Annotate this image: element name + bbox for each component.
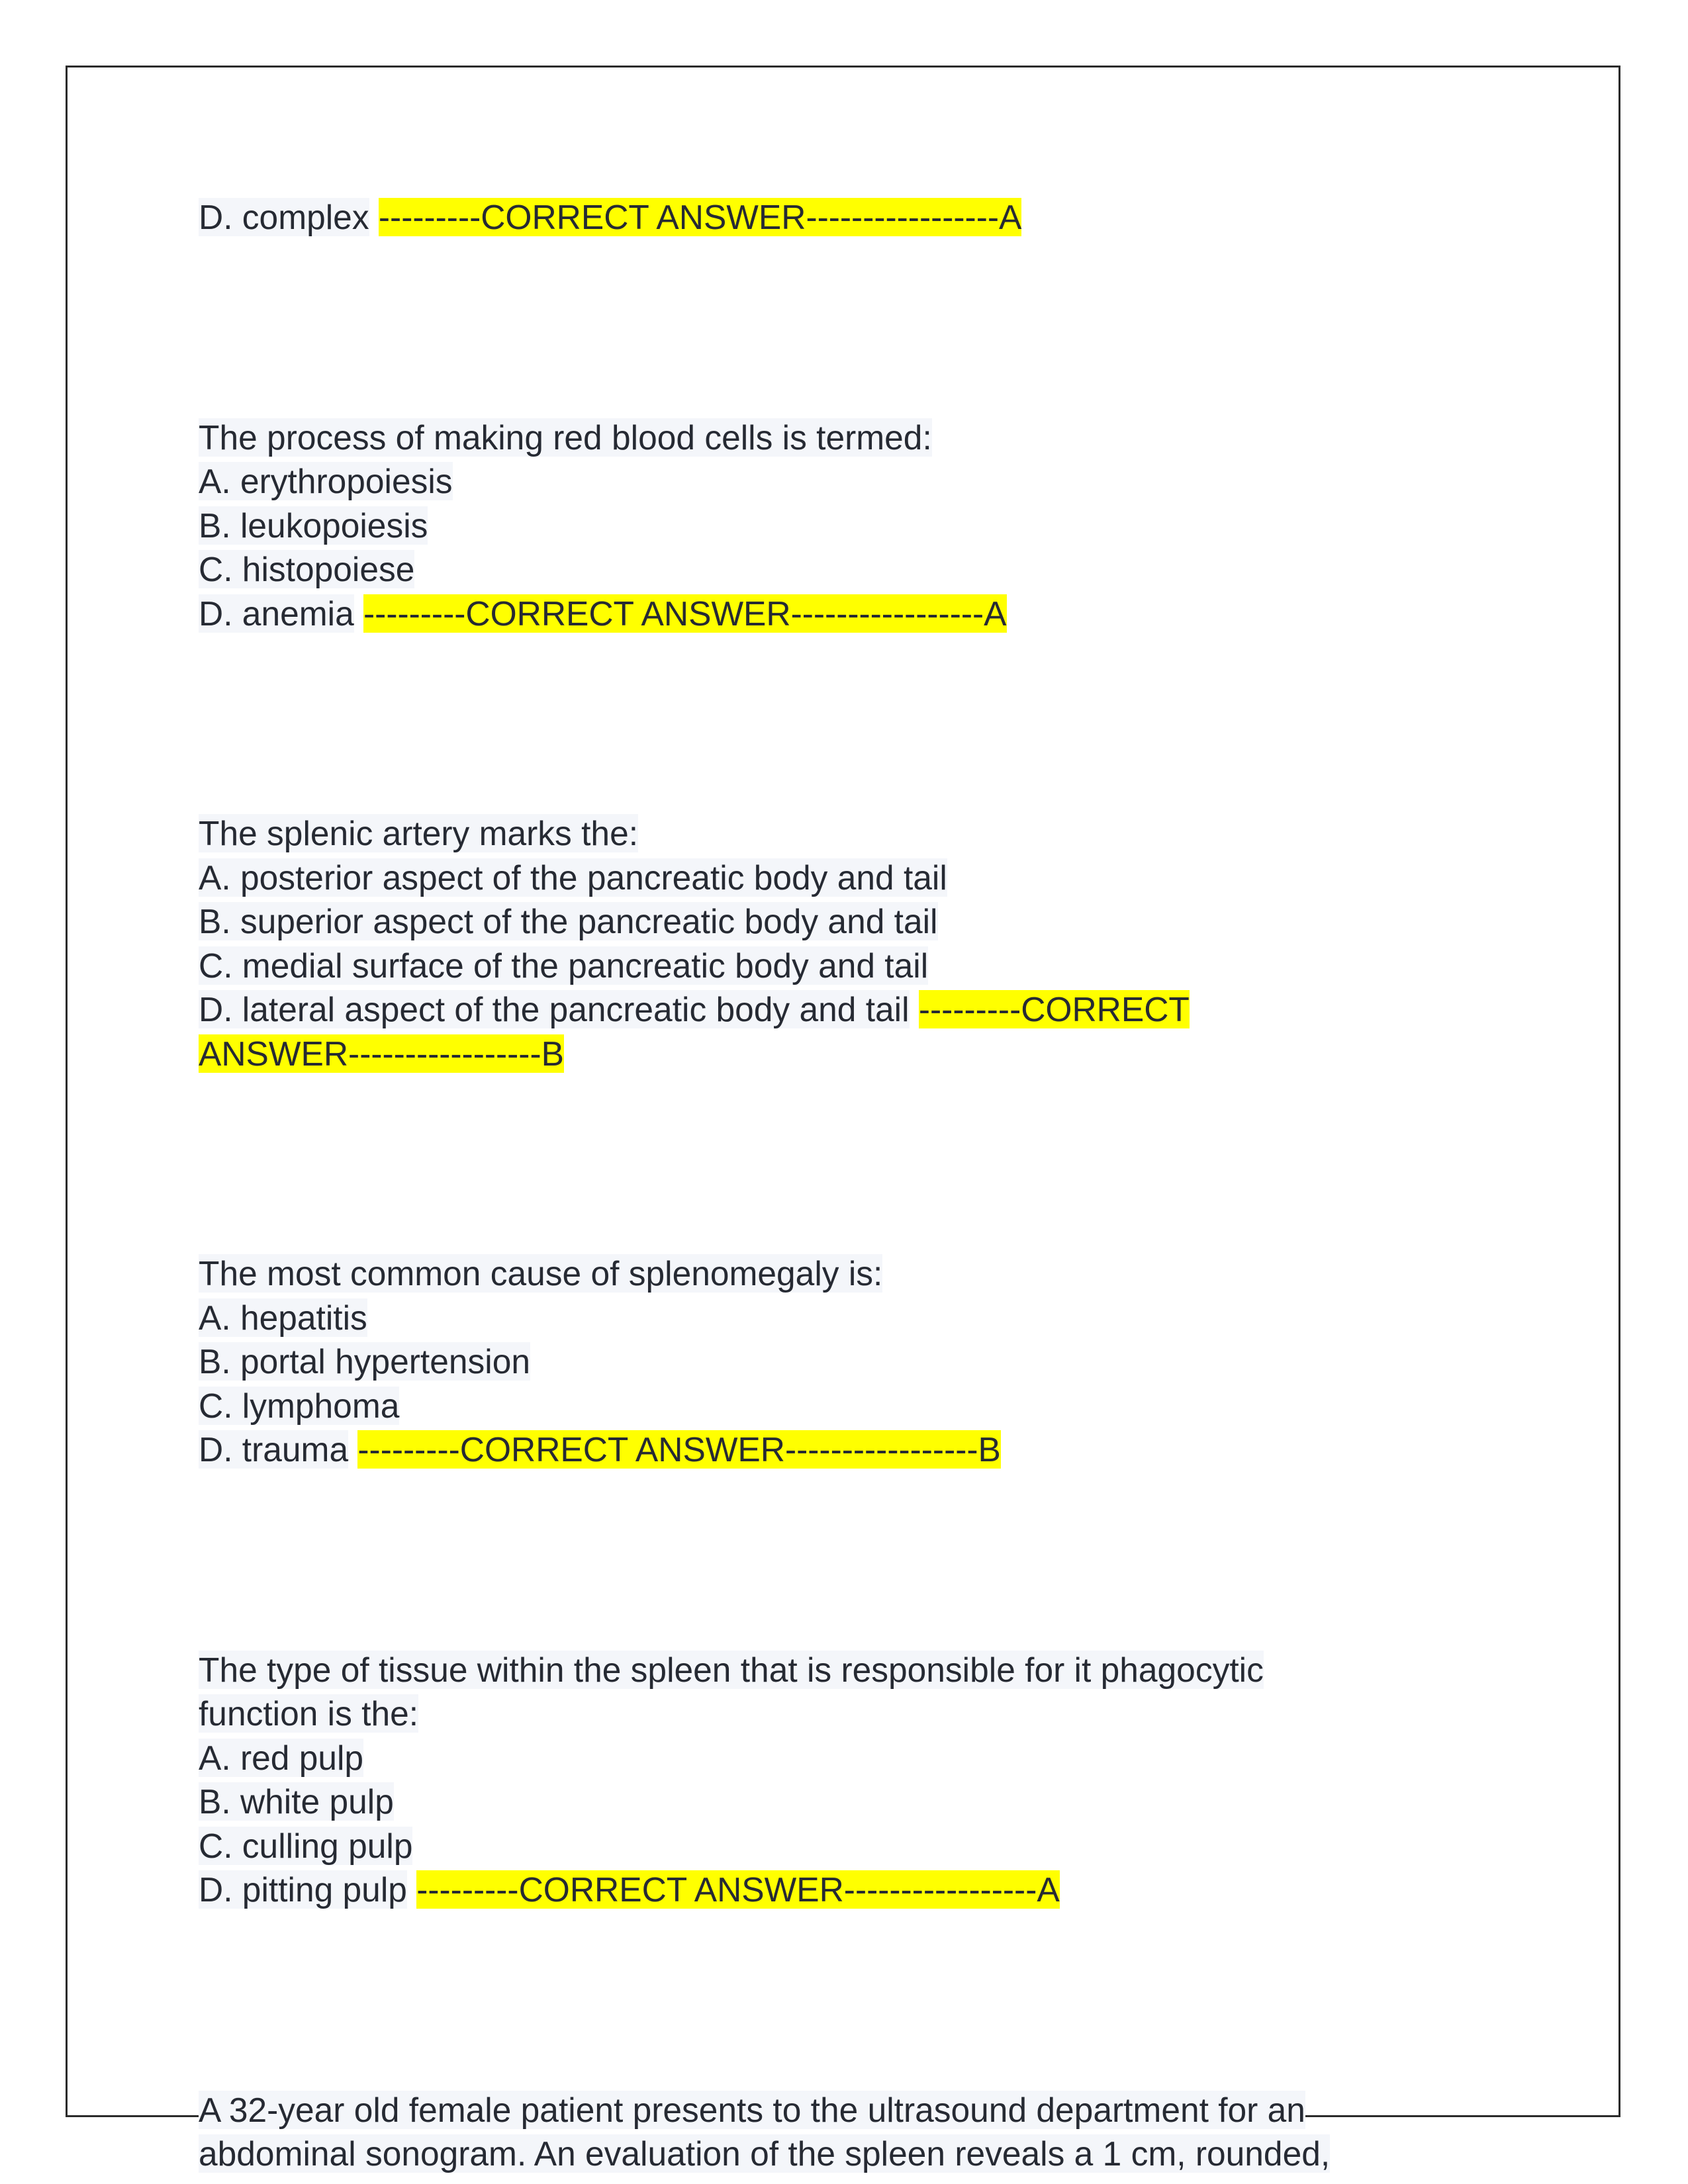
question-prompt: The process of making red blood cells is termed:	[199, 418, 932, 457]
question-block	[199, 1251, 1489, 1472]
option-text: D. complex	[199, 198, 369, 236]
option-b: B. white pulp	[199, 1782, 394, 1821]
correct-answer-highlight: ---------CORRECT	[918, 990, 1190, 1028]
correct-answer-highlight: ---------CORRECT ANSWER-----------------A	[416, 1870, 1060, 1909]
question-prompt: The type of tissue within the spleen that is responsible for it phagocytic	[199, 1650, 1264, 1689]
paragraph-line: A 32-year old female patient presents to the ultrasound department for an	[199, 2090, 1305, 2129]
document-body	[199, 195, 1489, 2176]
option-d: D. anemia	[199, 594, 354, 633]
option-a: A. hepatitis	[199, 1298, 367, 1337]
correct-answer-highlight: ---------CORRECT ANSWER-----------------B	[357, 1430, 1001, 1469]
final-paragraph	[199, 2088, 1489, 2176]
question-block	[199, 811, 1489, 1075]
option-a: A. posterior aspect of the pancreatic body and tail	[199, 858, 947, 897]
option-a: A. red pulp	[199, 1738, 364, 1777]
option-c: C. culling pulp	[199, 1826, 413, 1865]
question-prompt: The splenic artery marks the:	[199, 814, 639, 852]
question-prompt-continued: function is the:	[199, 1694, 419, 1733]
option-d: D. trauma	[199, 1430, 349, 1469]
correct-answer-highlight-continued: ANSWER-----------------B	[199, 1034, 564, 1073]
option-c: C. lymphoma	[199, 1386, 400, 1425]
question-block	[199, 1648, 1489, 1912]
option-d: D. pitting pulp	[199, 1870, 407, 1909]
option-b: B. superior aspect of the pancreatic body and tail	[199, 902, 938, 940]
option-d: D. lateral aspect of the pancreatic body and tail	[199, 990, 910, 1028]
option-c: C. histopoiese	[199, 550, 415, 588]
answer-line	[199, 195, 1489, 240]
question-block	[199, 416, 1489, 636]
question-prompt: The most common cause of splenomegaly is:	[199, 1254, 883, 1293]
option-c: C. medial surface of the pancreatic body and tail	[199, 946, 929, 985]
option-a: A. erythropoiesis	[199, 462, 453, 500]
correct-answer-highlight: ---------CORRECT ANSWER-----------------A	[363, 594, 1007, 633]
correct-answer-highlight: ---------CORRECT ANSWER-----------------A	[378, 198, 1022, 236]
option-b: B. portal hypertension	[199, 1342, 530, 1381]
option-b: B. leukopoiesis	[199, 506, 428, 545]
paragraph-line: abdominal sonogram. An evaluation of the spleen reveals a 1 cm, rounded,	[199, 2134, 1331, 2173]
